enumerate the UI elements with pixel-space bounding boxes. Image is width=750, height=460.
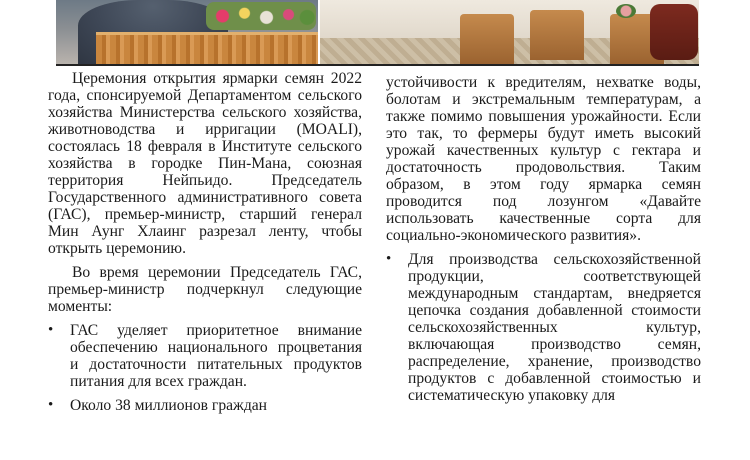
- list-item-text: Для производства сельскохозяйственной продукции, соответствующей международным стандартам, внедряется цепочка создания добавленной стоимости сельскохозяйственных культур, включающая производство семян, распределение, хранение, производство продуктов с добавленной стоимостью и систематическую упаковку для: [408, 251, 701, 404]
- right-column: [386, 74, 701, 411]
- side-table: [530, 10, 584, 60]
- armchair: [650, 4, 698, 60]
- meeting-room-photo: [320, 0, 699, 64]
- list-item: [386, 251, 701, 404]
- emphasis-paragraph: Во время церемонии Председатель ГАС, премьер-министр подчеркнул следующие моменты:: [48, 264, 362, 315]
- flower-arrangement: [206, 2, 316, 30]
- list-item: [48, 322, 362, 390]
- list-item: [48, 397, 362, 414]
- bullet-icon: •: [48, 322, 54, 338]
- bullet-icon: •: [386, 251, 392, 267]
- continuation-paragraph: устойчивости к вредителям, нехватке воды, болотам и экстремальным температурам, а также помимо повышения урожайности. Если это так, то фермеры будут иметь высокий урожай качественных культур с гектара и достаточность продовольствия. Таким образом, в этом году ярмарка семян проводится под лозунгом «Давайте использовать качественные сорта для социально-экономического развития».: [386, 74, 701, 244]
- left-column: [48, 70, 362, 421]
- right-bullet-list: [386, 251, 701, 404]
- left-bullet-list: [48, 322, 362, 414]
- flower-vase: [616, 4, 636, 18]
- bullet-icon: •: [48, 397, 54, 413]
- header-photo-strip: [56, 0, 699, 66]
- podium-photo: [56, 0, 318, 64]
- list-item-text: ГАС уделяет приоритетное внимание обеспечению национального процветания и достаточности питательных продуктов питания для всех граждан.: [70, 322, 362, 390]
- carved-podium: [96, 32, 318, 64]
- intro-paragraph: Церемония открытия ярмарки семян 2022 года, спонсируемой Департаментом сельского хозяйства Министерства сельского хозяйства, животноводства и ирригации (MOALI), состоялась 18 февраля в Институте сельского хозяйства в городке Пин-Мана, союзная территория Нейпьидо. Председатель Государственного административного совета (ГАС), премьер-министр, старший генерал Мин Аунг Хлаинг разрезал ленту, чтобы открыть церемонию.: [48, 70, 362, 257]
- list-item-text: Около 38 миллионов граждан: [70, 397, 268, 414]
- side-table: [460, 14, 514, 64]
